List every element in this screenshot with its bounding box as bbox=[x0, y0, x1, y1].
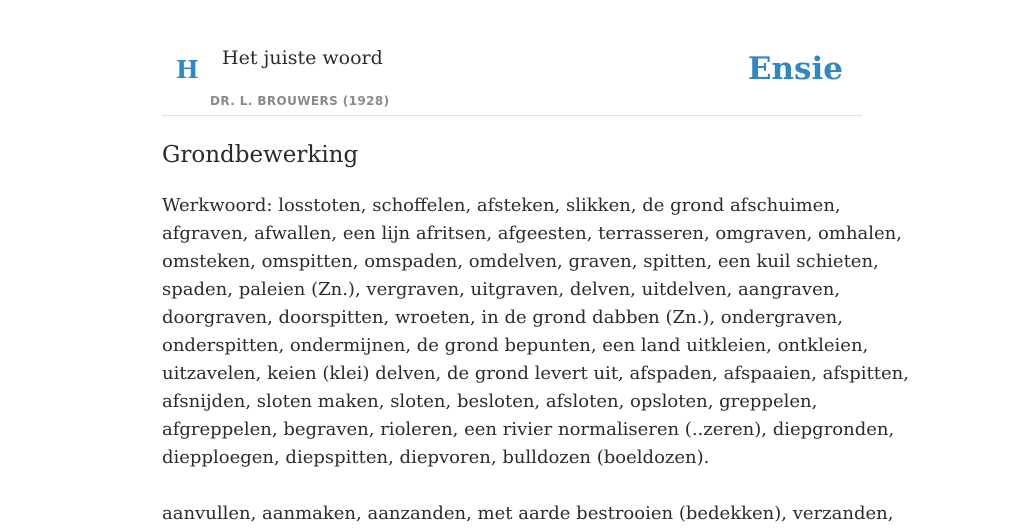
book-letter-icon: H bbox=[176, 55, 199, 84]
entry-line: diepploegen, diepspitten, diepvoren, bulldozen (boeldozen). bbox=[162, 447, 710, 468]
book-author: DR. L. BROUWERS (1928) bbox=[210, 94, 390, 108]
entry-line: doorgraven, doorspitten, wroeten, in de grond dabben (Zn.), ondergraven, bbox=[162, 307, 843, 328]
entry-line: aanvullen, aanmaken, aanzanden, met aarde bestrooien (bedekken), verzanden, bbox=[162, 503, 894, 524]
entry-line: spaden, paleien (Zn.), vergraven, uitgraven, delven, uitdelven, aangraven, bbox=[162, 279, 841, 300]
book-title-link[interactable]: Het juiste woord bbox=[222, 47, 383, 69]
entry-line: omsteken, omspitten, omspaden, omdelven, graven, spitten, een kuil schieten, bbox=[162, 251, 879, 272]
ensie-logo-link[interactable]: Ensie bbox=[747, 51, 843, 87]
entry-line: afgreppelen, begraven, rioleren, een rivier normaliseren (..zeren), diepgronden, bbox=[162, 419, 895, 440]
entry-line: Werkwoord: losstoten, schoffelen, afsteken, slikken, de grond afschuimen, bbox=[162, 195, 841, 216]
entry-line: afsnijden, sloten maken, sloten, besloten, afsloten, opsloten, greppelen, bbox=[162, 391, 818, 412]
entry-line: onderspitten, ondermijnen, de grond bepunten, een land uitkleien, ontkleien, bbox=[162, 335, 869, 356]
book-header bbox=[162, 0, 862, 116]
paragraph-gap bbox=[162, 472, 862, 500]
entry-body bbox=[162, 192, 909, 528]
entry-line: uitzavelen, keien (klei) delven, de grond levert uit, afspaden, afspaaien, afspitten, bbox=[162, 363, 909, 384]
entry-title: Grondbewerking bbox=[162, 142, 359, 168]
page bbox=[162, 0, 909, 524]
entry-line: afgraven, afwallen, een lijn afritsen, afgeesten, terrasseren, omgraven, omhalen, bbox=[162, 223, 902, 244]
